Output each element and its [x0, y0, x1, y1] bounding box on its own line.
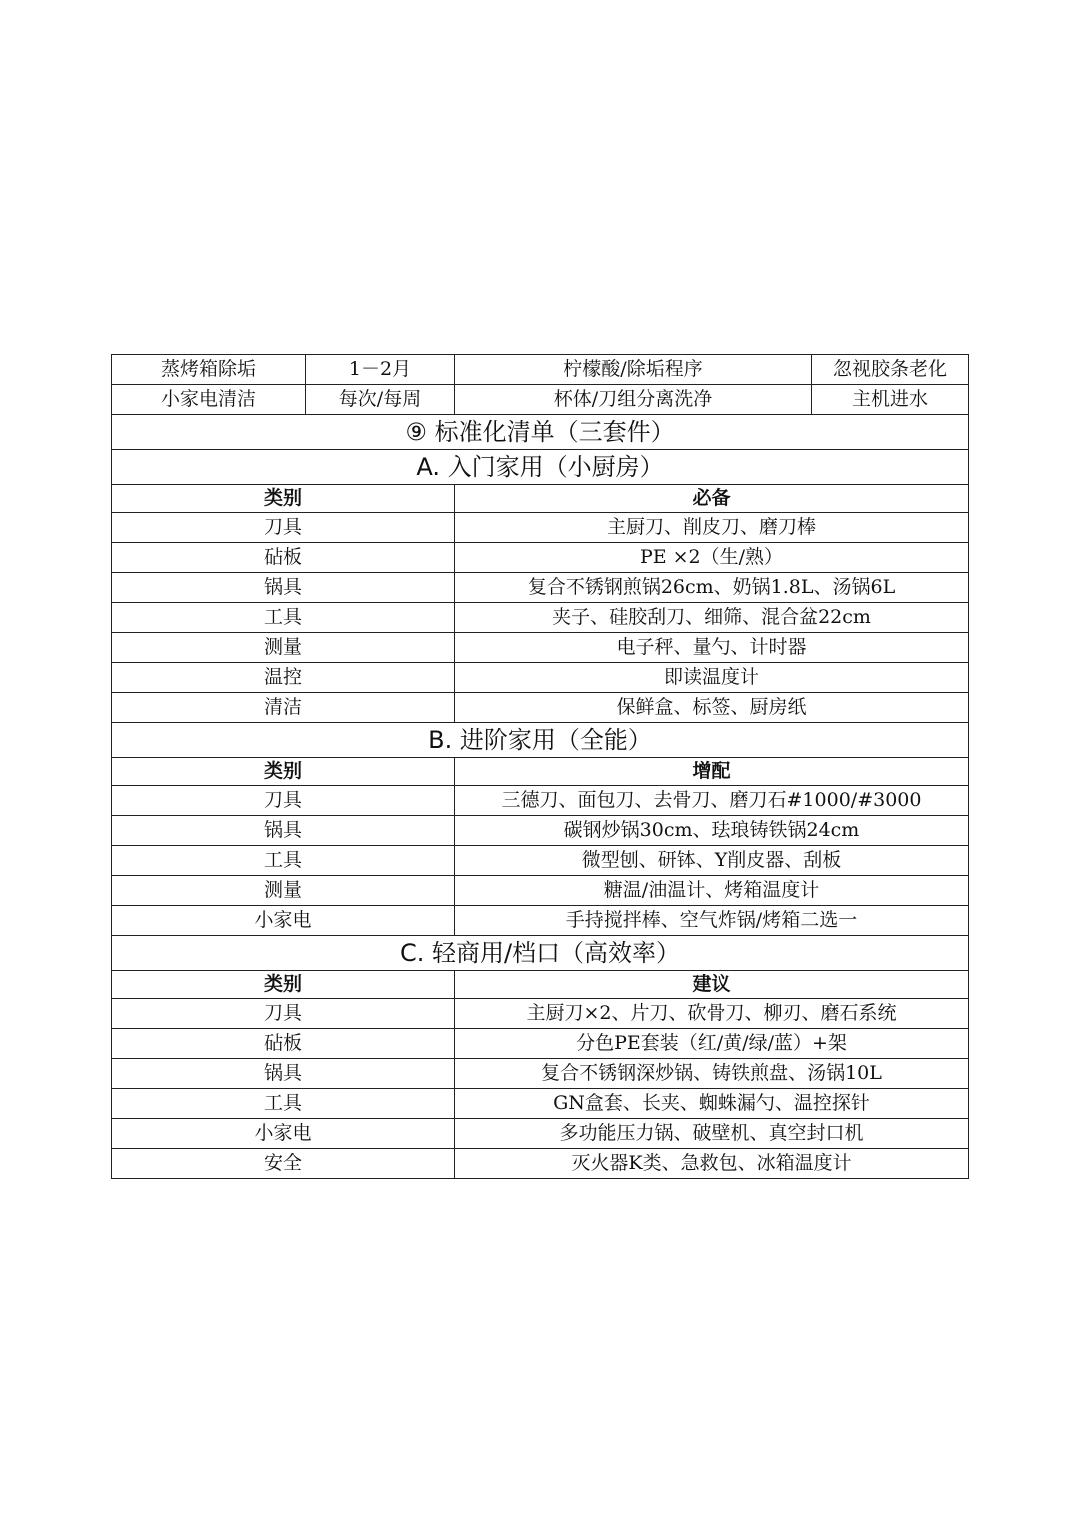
maintenance-item: 蒸烤箱除垢: [112, 355, 306, 385]
column-header-category: 类别: [112, 485, 455, 513]
row-items: 微型刨、研钵、Y削皮器、刮板: [455, 846, 969, 876]
table-row: [112, 693, 969, 723]
table-row: [112, 846, 969, 876]
table-row: [112, 1119, 969, 1149]
maintenance-pitfall: 主机进水: [812, 385, 969, 415]
row-items: 主厨刀、削皮刀、磨刀棒: [455, 513, 969, 543]
table-row: [112, 633, 969, 663]
table-row: [112, 1149, 969, 1179]
row-category: 工具: [112, 846, 455, 876]
table-row: [112, 663, 969, 693]
set-header-row: [112, 971, 969, 999]
table-row: [112, 816, 969, 846]
table-row: [112, 1059, 969, 1089]
table-row: [112, 786, 969, 816]
section-title: ⑨ 标准化清单（三套件）: [112, 415, 969, 450]
maintenance-frequency: 1－2月: [306, 355, 455, 385]
row-items: 复合不锈钢煎锅26cm、奶锅1.8L、汤锅6L: [455, 573, 969, 603]
table-row: [112, 1089, 969, 1119]
section-title-row: [112, 415, 969, 450]
set-title: A. 入门家用（小厨房）: [112, 450, 969, 485]
column-header-items: 必备: [455, 485, 969, 513]
maintenance-row: [112, 355, 969, 385]
row-items: PE ×2（生/熟）: [455, 543, 969, 573]
row-items: 复合不锈钢深炒锅、铸铁煎盘、汤锅10L: [455, 1059, 969, 1089]
row-category: 测量: [112, 633, 455, 663]
row-items: 三德刀、面包刀、去骨刀、磨刀石#1000/#3000: [455, 786, 969, 816]
column-header-items: 建议: [455, 971, 969, 999]
row-category: 刀具: [112, 999, 455, 1029]
row-items: 灭火器K类、急救包、冰箱温度计: [455, 1149, 969, 1179]
set-title-row: [112, 723, 969, 758]
row-category: 测量: [112, 876, 455, 906]
row-items: GN盒套、长夹、蜘蛛漏勺、温控探针: [455, 1089, 969, 1119]
row-category: 清洁: [112, 693, 455, 723]
row-category: 锅具: [112, 816, 455, 846]
row-items: 主厨刀×2、片刀、砍骨刀、柳刃、磨石系统: [455, 999, 969, 1029]
set-title: C. 轻商用/档口（高效率）: [112, 936, 969, 971]
row-items: 碳钢炒锅30cm、珐琅铸铁锅24cm: [455, 816, 969, 846]
row-category: 砧板: [112, 543, 455, 573]
table-row: [112, 573, 969, 603]
row-items: 电子秤、量勺、计时器: [455, 633, 969, 663]
maintenance-item: 小家电清洁: [112, 385, 306, 415]
table-row: [112, 906, 969, 936]
maintenance-method: 柠檬酸/除垢程序: [455, 355, 812, 385]
maintenance-pitfall: 忽视胶条老化: [812, 355, 969, 385]
row-category: 锅具: [112, 573, 455, 603]
maintenance-frequency: 每次/每周: [306, 385, 455, 415]
row-category: 安全: [112, 1149, 455, 1179]
row-category: 小家电: [112, 1119, 455, 1149]
column-header-category: 类别: [112, 758, 455, 786]
table-row: [112, 1029, 969, 1059]
set-title: B. 进阶家用（全能）: [112, 723, 969, 758]
equipment-table: [111, 354, 969, 1179]
set-header-row: [112, 758, 969, 786]
column-header-category: 类别: [112, 971, 455, 999]
row-category: 工具: [112, 603, 455, 633]
table-row: [112, 999, 969, 1029]
row-items: 糖温/油温计、烤箱温度计: [455, 876, 969, 906]
row-category: 锅具: [112, 1059, 455, 1089]
row-category: 温控: [112, 663, 455, 693]
row-category: 砧板: [112, 1029, 455, 1059]
row-items: 即读温度计: [455, 663, 969, 693]
column-header-items: 增配: [455, 758, 969, 786]
row-items: 保鲜盒、标签、厨房纸: [455, 693, 969, 723]
maintenance-row: [112, 385, 969, 415]
table-row: [112, 513, 969, 543]
table-row: [112, 603, 969, 633]
row-items: 多功能压力锅、破壁机、真空封口机: [455, 1119, 969, 1149]
table-row: [112, 543, 969, 573]
maintenance-method: 杯体/刀组分离洗净: [455, 385, 812, 415]
row-items: 手持搅拌棒、空气炸锅/烤箱二选一: [455, 906, 969, 936]
row-category: 工具: [112, 1089, 455, 1119]
table-body: [112, 355, 969, 1179]
set-title-row: [112, 450, 969, 485]
row-items: 分色PE套装（红/黄/绿/蓝）+架: [455, 1029, 969, 1059]
set-header-row: [112, 485, 969, 513]
row-items: 夹子、硅胶刮刀、细筛、混合盆22cm: [455, 603, 969, 633]
row-category: 刀具: [112, 786, 455, 816]
row-category: 小家电: [112, 906, 455, 936]
table-row: [112, 876, 969, 906]
row-category: 刀具: [112, 513, 455, 543]
set-title-row: [112, 936, 969, 971]
